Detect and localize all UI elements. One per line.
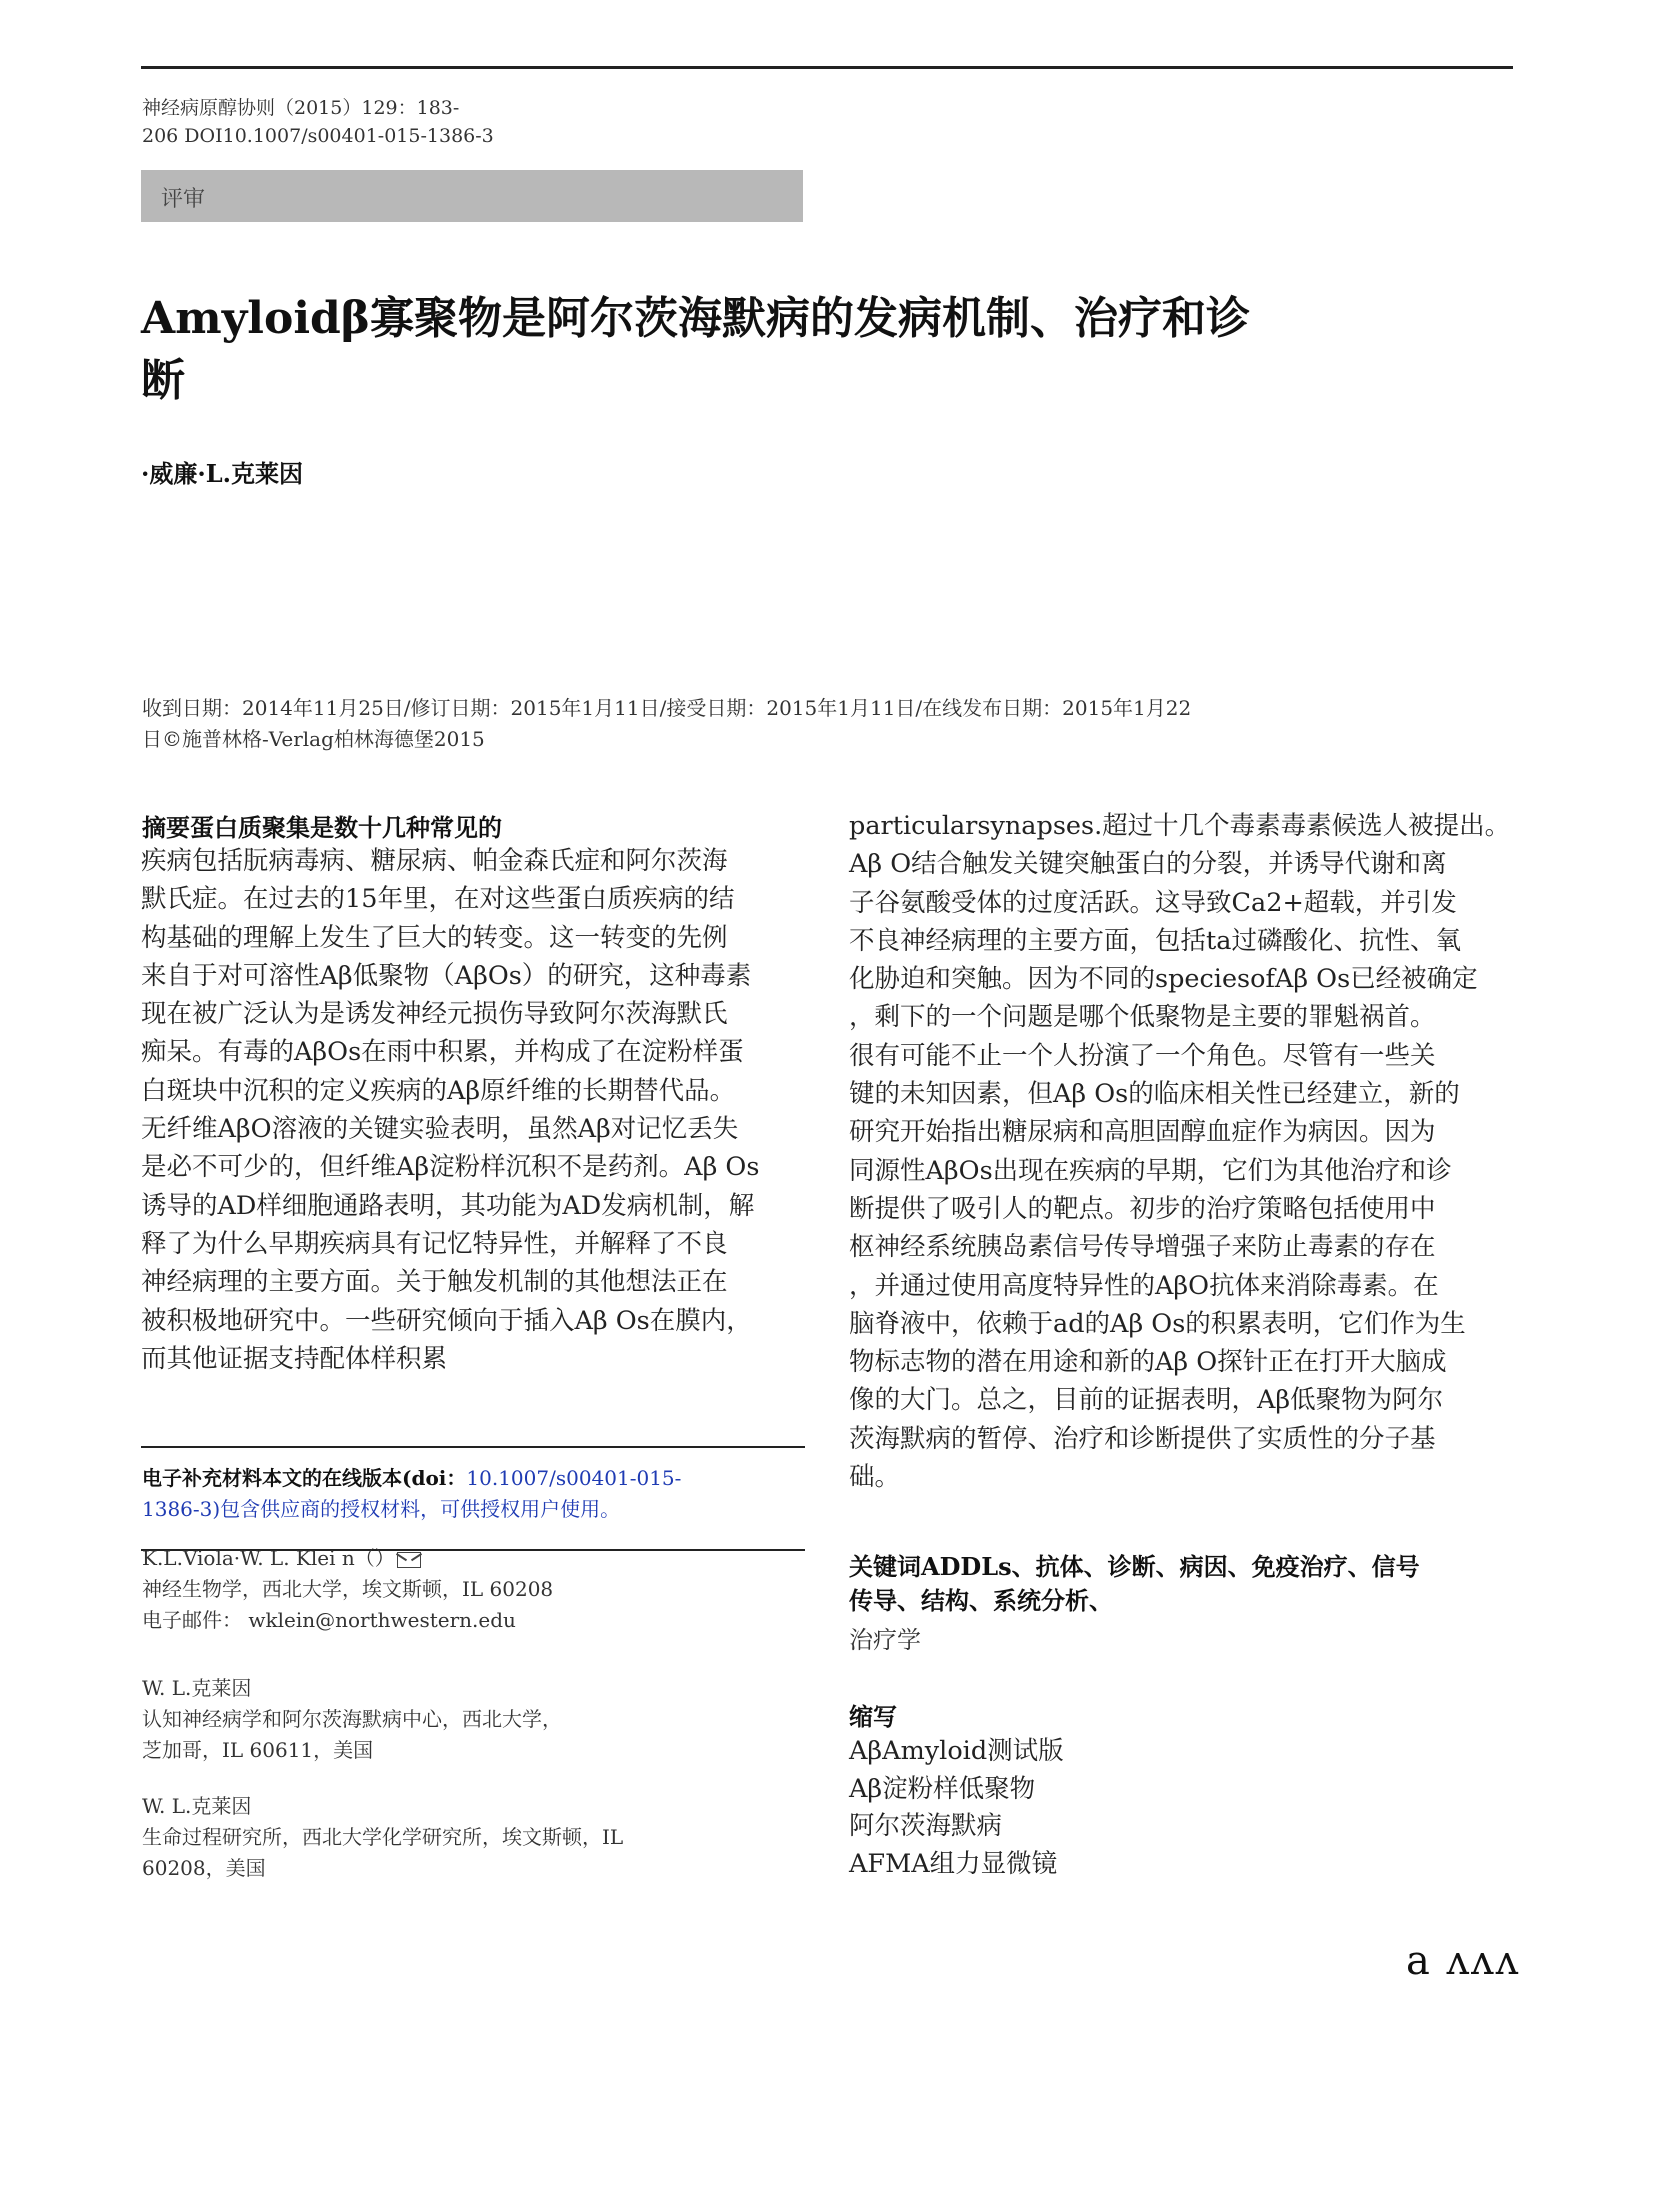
- abstract-line: 物标志物的潜在用途和新的Aβ O探针正在打开大脑成: [849, 1347, 1447, 1378]
- abstract-line: ，并通过使用高度特异性的AβO抗体来消除毒素。在: [849, 1270, 1439, 1301]
- abstract-line: 断提供了吸引人的靶点。初步的治疗策略包括使用中: [849, 1193, 1436, 1224]
- abstract-line: 白斑块中沉积的定义疾病的Aβ原纤维的长期替代品。: [141, 1075, 736, 1106]
- abbreviation-item: Aβ淀粉样低聚物: [849, 1773, 1036, 1804]
- abstract-line: 而其他证据支持配体样积累: [141, 1343, 448, 1374]
- abstract-line: 疾病包括朊病毒病、糖尿病、帕金森氏症和阿尔茨海: [141, 846, 728, 876]
- abstract-line: 构基础的理解上发生了巨大的转变。这一转变的先例: [141, 922, 728, 953]
- title-line-2: 断: [141, 355, 185, 406]
- abstract-line: 神经病理的主要方面。关于触发机制的其他想法正在: [141, 1267, 728, 1298]
- abstract-right-column: [849, 807, 1513, 1496]
- section-label-bar: [141, 170, 803, 222]
- supplementary-line-2[interactable]: 1386-3)包含供应商的授权材料，可供授权用户使用。: [142, 1497, 621, 1521]
- abstract-line: 子谷氨酸受体的过度活跃。这导致Ca2+超载，并引发: [849, 887, 1457, 918]
- citation-line-1: 神经病原醇协则（2015）129：183-: [142, 97, 460, 119]
- dates-line-1: 收到日期：2014年11月25日/修订日期：2015年1月11日/接受日期：2015年1月11日/在线发布日期：2015年1月22: [142, 696, 1192, 720]
- affiliation-block-1: [142, 1543, 802, 1636]
- abstract-line: 释了为什么早期疾病具有记忆特异性，并解释了不良: [141, 1228, 728, 1259]
- abstract-line: particularsynapses.超过十几个毒素毒素候选人被提出。: [849, 811, 1511, 841]
- citation-line-2: 206 DOI10.1007/s00401-015-1386-3: [142, 125, 494, 147]
- abstract-line: 默氏症。在过去的15年里，在对这些蛋白质疾病的结: [141, 884, 735, 915]
- supplementary-note: [142, 1463, 802, 1525]
- affiliation-email[interactable]: 电子邮件： wklein@northwestern.edu: [142, 1608, 516, 1632]
- abstract-line: 脑脊液中，依赖于ad的Aβ Os的积累表明，它们作为生: [849, 1308, 1466, 1339]
- abstract-line: ，剩下的一个问题是哪个低聚物是主要的罪魁祸首。: [849, 1002, 1436, 1033]
- abstract-line: 是必不可少的，但纤维Aβ淀粉样沉积不是药剂。Aβ Os: [141, 1152, 760, 1183]
- abstract-line: 同源性AβOs出现在疾病的早期，它们为其他治疗和诊: [849, 1155, 1452, 1186]
- supplementary-top-rule: [141, 1446, 805, 1448]
- abstract-line: 现在被广泛认为是诱发神经元损伤导致阿尔茨海默氏: [141, 999, 728, 1030]
- section-label: 评审: [161, 187, 206, 212]
- abstract-line: 无纤维AβO溶液的关键实验表明，虽然Aβ对记忆丢失: [141, 1114, 739, 1145]
- abstract-heading: 摘要蛋白质聚集是数十几种常见的: [142, 813, 502, 842]
- abstract-line: 来自于对可溶性Aβ低聚物（AβOs）的研究，这种毒素: [141, 960, 752, 991]
- article-title: [141, 288, 1251, 412]
- affiliation-block-3: [142, 1791, 802, 1884]
- keywords-last: 治疗学: [849, 1626, 921, 1654]
- keywords-heading: [849, 1550, 1513, 1618]
- abbreviation-item: AβAmyloid测试版: [849, 1736, 1064, 1766]
- abstract-line: 诱导的AD样细胞通路表明，其功能为AD发病机制，解: [141, 1190, 755, 1221]
- keywords-line-1: 关键词ADDLs、抗体、诊断、病因、免疫治疗、信号: [849, 1552, 1420, 1581]
- affiliation-line: 生命过程研究所，西北大学化学研究所，埃文斯顿，IL: [142, 1825, 624, 1849]
- keywords-line-2: 传导、结构、系统分析、: [849, 1586, 1113, 1615]
- abbreviation-item: 阿尔茨海默病: [849, 1811, 1003, 1841]
- abstract-line: 很有可能不止一个人扮演了一个角色。尽管有一些关: [849, 1040, 1436, 1071]
- top-rule: [141, 66, 1513, 69]
- abstract-line: 研究开始指出糖尿病和高胆固醇血症作为病因。因为: [849, 1117, 1436, 1148]
- affiliation-line: 芝加哥，IL 60611，美国: [142, 1738, 374, 1762]
- abstract-line: 不良神经病理的主要方面，包括ta过磷酸化、抗性、氧: [849, 925, 1461, 956]
- abbreviations-heading: 缩写: [849, 1702, 897, 1731]
- abstract-line: 像的大门。总之，目前的证据表明，Aβ低聚物为阿尔: [849, 1385, 1444, 1416]
- abstract-line: 被积极地研究中。一些研究倾向于插入Aβ Os在膜内，: [141, 1305, 752, 1336]
- abstract-line: 化胁迫和突触。因为不同的speciesofAβ Os已经被确定: [849, 964, 1478, 995]
- affiliation-name: W. L.克莱因: [142, 1676, 252, 1700]
- abbreviation-item: AFMA组力显微镜: [849, 1848, 1058, 1879]
- abstract-line: 础。: [849, 1462, 901, 1493]
- abstract-line: 茨海默病的暂停、治疗和诊断提供了实质性的分子基: [849, 1423, 1436, 1454]
- affiliation-line: 认知神经病学和阿尔茨海默病中心，西北大学，: [142, 1707, 562, 1731]
- abstract-line: 枢神经系统胰岛素信号传导增强子来防止毒素的存在: [849, 1232, 1436, 1263]
- affiliation-block-2: [142, 1673, 802, 1766]
- envelope-icon[interactable]: [397, 1552, 421, 1568]
- affiliation-names: K.L.Viola·W. L. Klei n（）: [142, 1546, 395, 1570]
- title-line-1: Amyloidβ寡聚物是阿尔茨海默病的发病机制、治疗和诊: [141, 293, 1251, 344]
- journal-citation: [142, 94, 562, 150]
- abbreviations-list: [849, 1733, 1064, 1883]
- abstract-left-column: [141, 842, 805, 1378]
- abstract-line: Aβ O结合触发关键突触蛋白的分裂，并诱导代谢和离: [849, 849, 1447, 880]
- dates-line-2: 日©施普林格-Verlag柏林海德堡2015: [142, 727, 485, 751]
- affiliation-line: 神经生物学，西北大学，埃文斯顿，IL 60208: [142, 1577, 554, 1601]
- supplementary-bold: 电子补充材料本文的在线版本(doi：: [142, 1466, 467, 1490]
- doi-link[interactable]: 10.1007/s00401-015-: [466, 1466, 682, 1490]
- publication-dates: [142, 693, 1342, 755]
- author-line: ·威廉·L.克莱因: [141, 459, 303, 488]
- publisher-logo: a ʌʌʌ: [1406, 1938, 1521, 1984]
- affiliation-line: 60208，美国: [142, 1856, 266, 1880]
- affiliation-name: W. L.克莱因: [142, 1794, 252, 1818]
- abstract-line: 键的未知因素，但Aβ Os的临床相关性已经建立，新的: [849, 1079, 1460, 1110]
- abstract-line: 痴呆。有毒的AβOs在雨中积累，并构成了在淀粉样蛋: [141, 1037, 744, 1068]
